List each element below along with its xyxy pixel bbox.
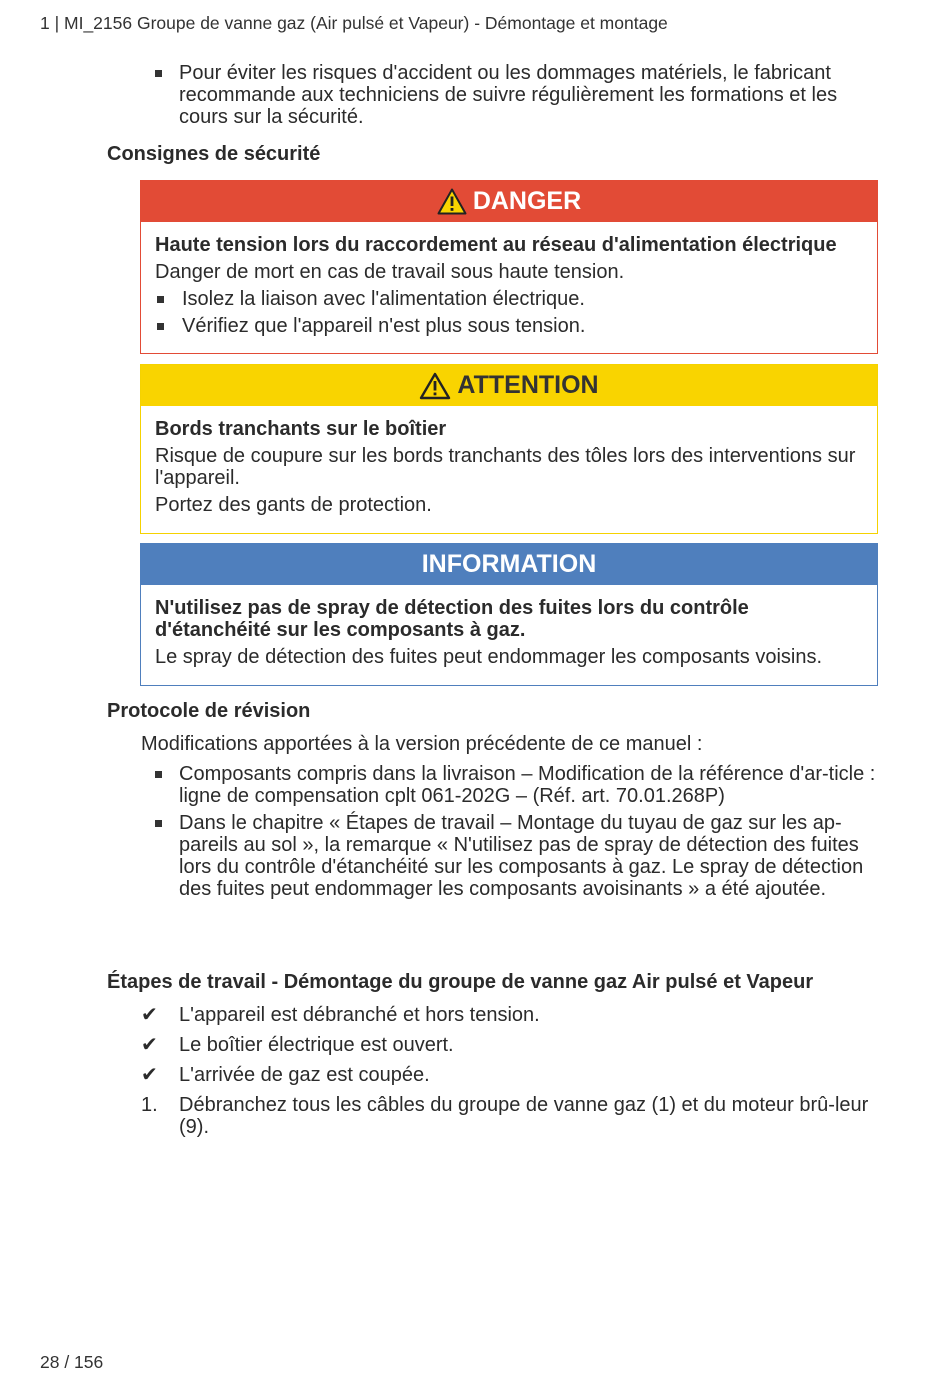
- checkmark-icon: ✔: [141, 1004, 158, 1026]
- danger-title: Haute tension lors du raccordement au réseau d'alimentation électrique: [155, 234, 837, 256]
- list-item: [155, 288, 863, 310]
- revision-bullet-list: [141, 763, 881, 900]
- revision-heading: Protocole de révision: [107, 700, 311, 722]
- attention-box: [140, 364, 878, 534]
- information-body: [141, 585, 877, 683]
- work-steps-list: [141, 1004, 881, 1146]
- attention-title: Bords tranchants sur le boîtier: [155, 418, 447, 440]
- step-text: Débranchez tous les câbles du groupe de vanne gaz (1) et du moteur brû-leur (9).: [179, 1094, 869, 1138]
- list-item-text: Isolez la liaison avec l'alimentation électrique.: [182, 288, 585, 310]
- checkmark-icon: ✔: [141, 1064, 158, 1086]
- attention-instruction: Portez des gants de protection.: [155, 494, 432, 516]
- page-number: 28 / 156: [40, 1352, 104, 1372]
- information-title: N'utilisez pas de spray de détection des fuites lors du contrôle d'étanchéité sur les composants à gaz.: [155, 597, 749, 641]
- prerequisite-text: Le boîtier électrique est ouvert.: [179, 1034, 454, 1056]
- work-steps-heading: Étapes de travail - Démontage du groupe de vanne gaz Air pulsé et Vapeur: [107, 971, 814, 993]
- warning-triangle-icon: [437, 188, 467, 215]
- square-bullet-icon: [157, 323, 164, 330]
- square-bullet-icon: [155, 70, 162, 77]
- safety-heading: Consignes de sécurité: [107, 143, 321, 165]
- square-bullet-icon: [155, 820, 162, 827]
- intro-bullet-list: [141, 62, 881, 128]
- revision-section: [141, 763, 881, 905]
- attention-text: Risque de coupure sur les bords tranchants des tôles lors des interventions sur l'appareil.: [155, 445, 856, 489]
- step-number: 1.: [141, 1094, 158, 1116]
- attention-header: [141, 365, 877, 406]
- list-item-text: Pour éviter les risques d'accident ou les dommages matériels, le fabricant recommande aux techniciens de suivre régulièrement les formations et les cours sur la sécurité.: [179, 62, 838, 128]
- information-box: [140, 543, 878, 686]
- danger-header: [141, 181, 877, 222]
- list-item-text: Dans le chapitre « Étapes de travail – Montage du tuyau de gaz sur les ap-pareils au sol », la remarque « N'utilisez pas de spray de détection des fuites lors du contrôle d'étanchéité sur les composants à gaz. Le spray de détection des fuites peut endommager les composants avoisinants » a été ajoutée.: [179, 812, 864, 900]
- list-item: [141, 62, 881, 128]
- danger-label: DANGER: [472, 187, 582, 215]
- list-item-text: Vérifiez que l'appareil n'est plus sous tension.: [182, 315, 586, 337]
- revision-intro: Modifications apportées à la version précédente de ce manuel :: [141, 733, 703, 755]
- step-item: [141, 1094, 881, 1138]
- attention-body: [141, 406, 877, 531]
- prerequisite-text: L'arrivée de gaz est coupée.: [179, 1064, 430, 1086]
- square-bullet-icon: [155, 771, 162, 778]
- warning-triangle-icon: [419, 372, 451, 400]
- danger-body: [141, 222, 877, 352]
- square-bullet-icon: [157, 296, 164, 303]
- prerequisite-text: L'appareil est débranché et hors tension.: [179, 1004, 540, 1026]
- list-item: [155, 315, 863, 337]
- list-item: [141, 812, 881, 900]
- prerequisite-item: [141, 1004, 881, 1026]
- danger-bullet-list: [155, 288, 863, 337]
- information-header: [141, 544, 877, 585]
- prerequisite-item: [141, 1064, 881, 1086]
- list-item-text: Composants compris dans la livraison – Modification de la référence d'ar-ticle : ligne de compensation cplt 061-202G – (Réf. art. 70.01.268P): [179, 763, 876, 807]
- intro-section: [141, 62, 881, 133]
- information-label: INFORMATION: [421, 550, 597, 578]
- checkmark-icon: ✔: [141, 1034, 158, 1056]
- attention-label: ATTENTION: [457, 371, 599, 399]
- page-header: 1 | MI_2156 Groupe de vanne gaz (Air pulsé et Vapeur) - Démontage et montage: [40, 13, 668, 33]
- danger-box: [140, 180, 878, 354]
- list-item: [141, 763, 881, 807]
- prerequisite-item: [141, 1034, 881, 1056]
- danger-text: Danger de mort en cas de travail sous haute tension.: [155, 261, 625, 283]
- information-text: Le spray de détection des fuites peut endommager les composants voisins.: [155, 646, 823, 668]
